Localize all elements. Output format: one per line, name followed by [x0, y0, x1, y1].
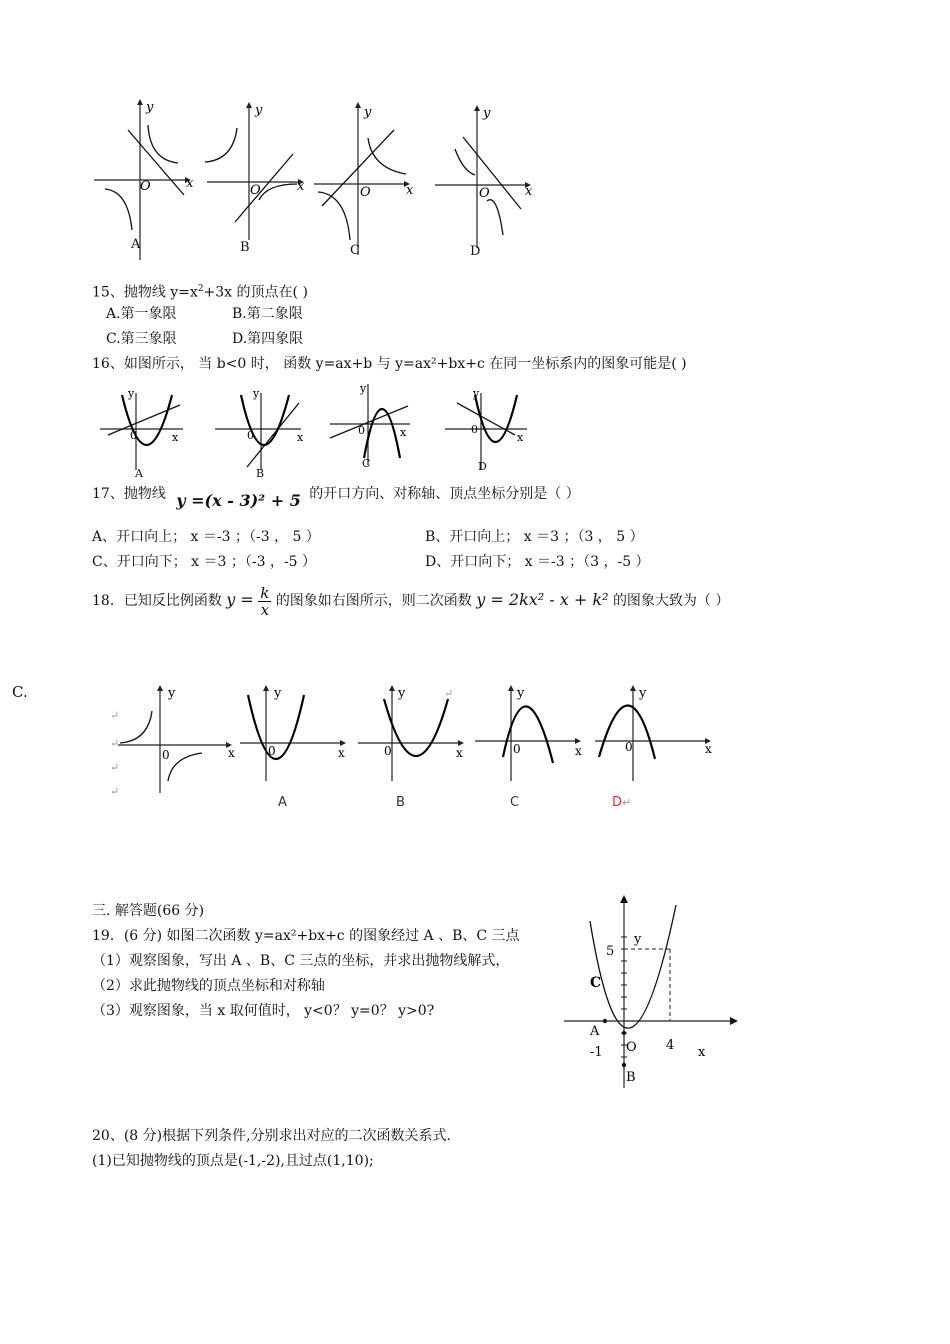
q14-c-x: x [406, 183, 414, 198]
q19-item-1: （1）观察图象，写出 A 、B、C 三点的坐标，并求出抛物线解式， [92, 953, 510, 969]
q18-reference-graph [110, 683, 235, 798]
q14-a-x: x [186, 176, 194, 191]
q16-d-o: 0 [471, 423, 478, 436]
q14-option-c: C [350, 243, 360, 258]
q14-option-d: D [470, 244, 481, 259]
q18-stem-mid: 的图象如右图所示，则二次函数 [275, 593, 472, 609]
q19-graph [560, 893, 745, 1093]
q16-c-o: 0 [358, 424, 365, 437]
q16-a-o: 0 [130, 429, 137, 442]
q14-d-x: x [525, 184, 533, 199]
q14-d-o: O [479, 186, 490, 201]
q16-b-o: 0 [247, 429, 254, 442]
q17-stem-pre: 17、抛物线 [92, 486, 166, 502]
q17-formula: y =(x - 3)² + 5 [176, 491, 301, 510]
q15-stem-post: +3x 的顶点在( ) [203, 284, 308, 301]
q18-stem-post: 的图象大致为（ ） [612, 593, 730, 609]
q18-d-x: x [705, 742, 712, 756]
q17-option-a: A、开口向上； x ＝-3 ；（-3 ， 5 ） [92, 529, 320, 545]
q18-c-x: x [575, 744, 582, 758]
q19-five-label: 5 [606, 944, 615, 959]
q16-d-x: x [517, 431, 524, 444]
q19-y-label: y [634, 932, 642, 947]
q18-y-eq: y = [226, 590, 254, 609]
q19-item-3: （3）观察图象，当 x 取何值时， y<0？ y=0？ y>0? [92, 1003, 435, 1019]
q18-a-y: y [274, 686, 282, 701]
q18-b-o: 0 [384, 744, 392, 758]
q18-a-o: 0 [268, 744, 276, 758]
q16-graph-a [98, 385, 193, 475]
q17-stem [92, 480, 580, 510]
q18-frac-num: k [260, 583, 270, 602]
q14-b-x: x [297, 179, 305, 194]
q17-option-d: D、开口向下； x ＝-3 ；（3 ，-5 ） [425, 554, 650, 570]
q14-graph-c [312, 100, 417, 260]
q18-graph-a [238, 683, 353, 783]
q14-b-y: y [255, 103, 263, 118]
q15-stem-sup: 2 [197, 284, 204, 294]
q18-option-d-label: D [612, 795, 623, 810]
q15-option-a: A.第一象限 [106, 306, 177, 322]
q19-item-2: （2）求此抛物线的顶点坐标和对称轴 [92, 978, 325, 994]
q18-answer: C. [12, 683, 28, 701]
q14-c-y: y [364, 105, 372, 120]
q16-graph-c [328, 380, 423, 470]
q18-formula2: y = 2kx² - x + k² [476, 590, 609, 609]
q18-b-y: y [398, 686, 406, 701]
q19-c-label: C [590, 975, 602, 991]
q16-a-y: y [128, 387, 135, 400]
q18-graph-c [473, 683, 588, 783]
q18-option-c: C [510, 795, 520, 810]
return-mark-icon: ↵ [110, 761, 120, 774]
q14-d-y: y [483, 106, 491, 121]
q16-option-d: D [478, 460, 487, 473]
q17-option-c: C、开口向下； x ＝3 ；（-3 ，-5 ） [92, 554, 317, 570]
q15-option-b: B.第二象限 [232, 306, 303, 322]
q18-frac-den: x [260, 600, 270, 619]
q18-option-b: B [396, 795, 405, 810]
q16-graph-b [213, 385, 313, 475]
return-mark-icon: ↵ [110, 709, 120, 722]
q14-graph-b [203, 100, 303, 250]
q16-b-y: y [253, 387, 260, 400]
q18-option-a: A [278, 795, 287, 810]
q16-option-b: B [256, 467, 265, 480]
q18-graph-d [593, 683, 718, 783]
return-mark-icon: ↵ [444, 687, 454, 700]
q18-a-x: x [338, 746, 345, 760]
q16-option-a: A [135, 467, 143, 480]
return-mark-icon: ↵ [622, 796, 632, 809]
q18-ref-y: y [168, 686, 176, 701]
q16-graph-d [443, 385, 538, 475]
q18-d-o: 0 [625, 740, 633, 754]
q14-a-y: y [146, 100, 154, 115]
q18-fraction [258, 585, 271, 618]
q19-a-label: A [590, 1024, 600, 1039]
q18-ref-x: x [228, 746, 235, 760]
q19-stem: 19．(6 分) 如图二次函数 y=ax²+bx+c 的图象经过 A 、B、C 三点 [92, 928, 520, 944]
q14-c-o: O [360, 185, 371, 200]
q15-option-c: C.第三象限 [106, 331, 177, 347]
q14-a-o: O [140, 179, 151, 194]
section3-title: 三. 解答题(66 分) [92, 903, 205, 919]
q16-stem: 16、如图所示， 当 b<0 时， 函数 y=ax+b 与 y=ax²+bx+c 在同一坐标系内的图象可能是( ) [92, 356, 687, 372]
q20-stem: 20、(8 分)根据下列条件,分别求出对应的二次函数关系式. [92, 1128, 451, 1144]
q19-o-label: O [626, 1040, 637, 1055]
q15-stem [92, 280, 308, 302]
q14-option-a: A [131, 237, 141, 252]
q18-stem [92, 580, 729, 621]
q16-c-y: y [360, 382, 367, 395]
q17-option-b: B、开口向上； x ＝3 ；（3 ， 5 ） [425, 529, 644, 545]
q15-stem-pre: 15、抛物线 y=x [92, 284, 198, 301]
q19-b-label: B [626, 1070, 636, 1085]
q18-graph-b [356, 683, 471, 783]
return-mark-icon: ↵ [110, 737, 120, 750]
q18-d-y: y [639, 686, 647, 701]
return-mark-icon: ↵ [110, 785, 120, 798]
q16-b-x: x [297, 431, 304, 444]
q18-b-x: x [456, 746, 463, 760]
q15-option-d: D.第四象限 [232, 331, 304, 347]
q16-a-x: x [172, 431, 179, 444]
q16-option-c: C [362, 457, 371, 470]
q18-option-d [612, 795, 631, 810]
q19-minus1-label: -1 [590, 1045, 603, 1060]
q14-graph-d [433, 103, 538, 253]
q18-ref-o: 0 [162, 748, 170, 762]
q19-four-label: 4 [666, 1038, 675, 1053]
q14-option-b: B [240, 240, 250, 255]
q18-c-y: y [517, 686, 525, 701]
q19-x-label: x [698, 1045, 706, 1060]
q16-c-x: x [400, 426, 407, 439]
q20-item-1: (1)已知抛物线的顶点是(-1,-2),且过点(1,10); [92, 1153, 374, 1169]
q18-c-o: 0 [513, 742, 521, 756]
q16-d-y: y [473, 387, 480, 400]
q18-stem-pre: 18．已知反比例函数 [92, 593, 222, 609]
q17-stem-post: 的开口方向、对称轴、顶点坐标分别是（ ） [309, 486, 580, 502]
q14-b-o: O [250, 183, 261, 198]
